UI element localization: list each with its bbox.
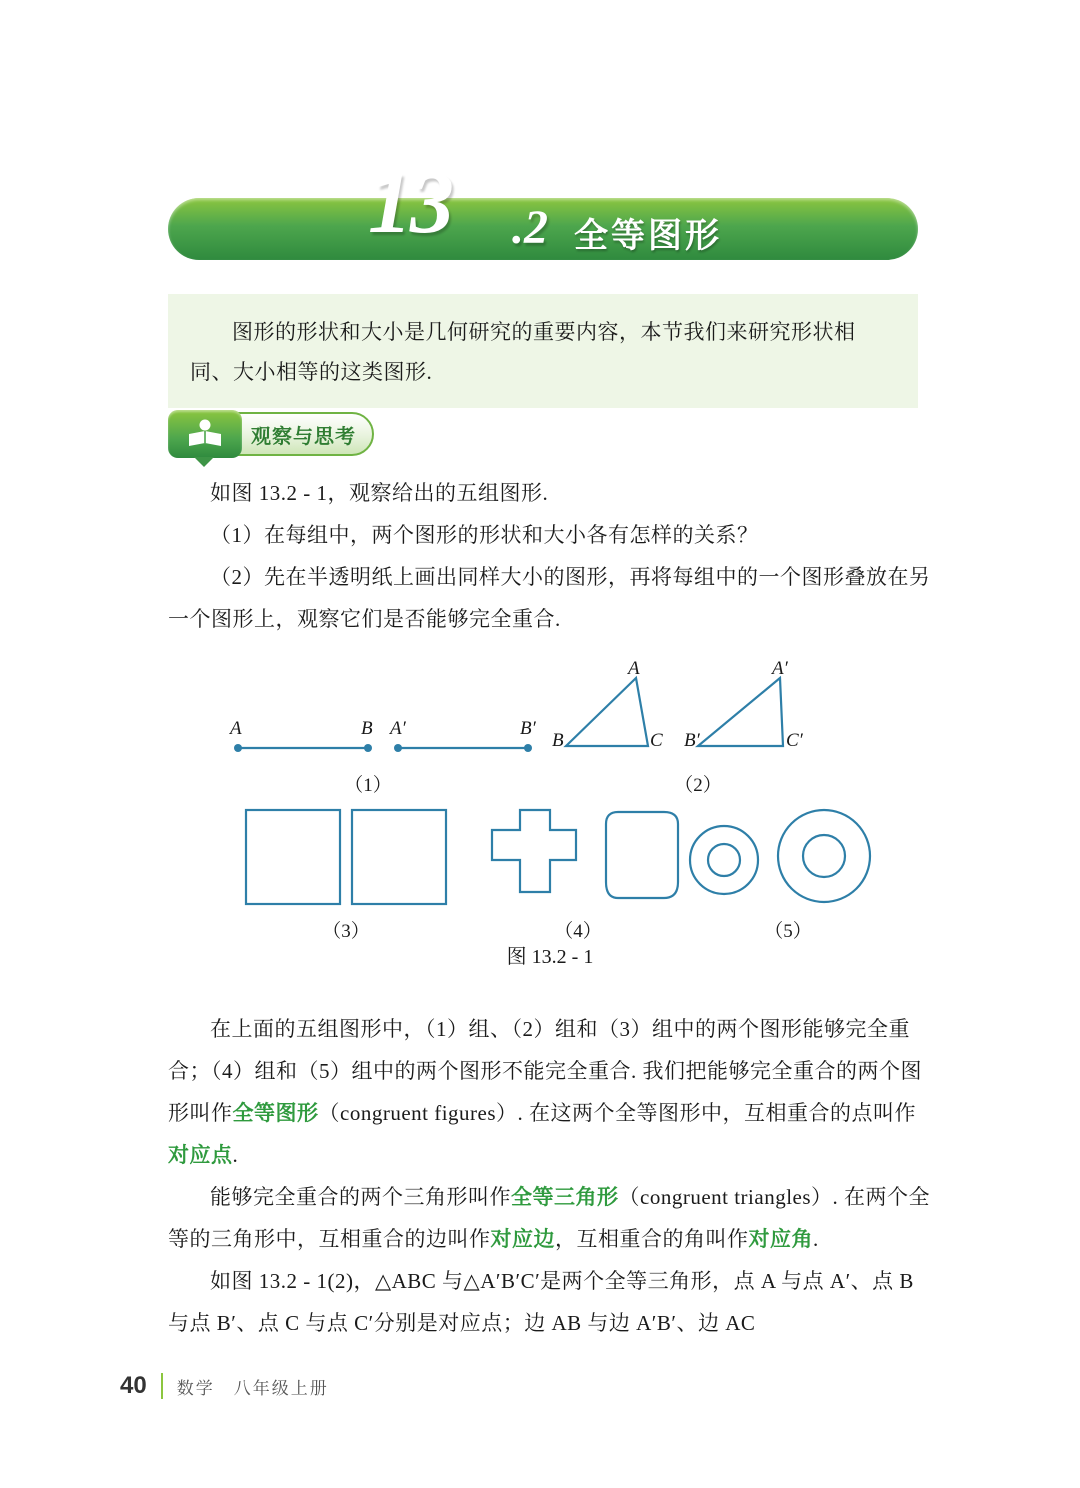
intro-text: 图形的形状和大小是几何研究的重要内容，本节我们来研究形状相同、大小相等的这类图形. [190, 320, 856, 384]
definition-block [168, 1008, 932, 1344]
p2-part-c: ，互相重合的角叫作 [555, 1227, 749, 1251]
question-line-2: （2）先在半透明纸上画出同样大小的图形，再将每组中的一个图形叠放在另一个图形上，观察它们是否能够完全重合. [168, 565, 931, 631]
paragraph-congruent-figures [168, 1008, 932, 1176]
figure-label-Ap2: A′ [772, 658, 788, 679]
question-line-0: 如图 13.2 - 1，观察给出的五组图形. [210, 481, 549, 505]
figure-label-A: A [230, 718, 242, 739]
figure-label-Bp2: B′ [684, 730, 700, 751]
observe-think-label: 观察与思考 [251, 425, 356, 448]
page-number: 40 [120, 1372, 147, 1399]
figure-label-B2: B [552, 730, 564, 751]
chapter-number: 13 [368, 155, 452, 252]
observe-question-block [168, 472, 932, 640]
banner-inner [168, 155, 918, 260]
term-corresponding-sides: 对应边 [490, 1227, 555, 1251]
term-congruent-triangles: 全等三角形 [511, 1185, 619, 1209]
term-corresponding-angles: 对应角 [748, 1227, 813, 1251]
p1-part-a: 在上面的五组图形中，（1）组、（2）组和（3）组中的两个图形能够完全重合；（4）组和（5）组中的两个图形不能完全重合. 我们把能够完全重合的两个图形叫作 [168, 1017, 922, 1125]
figure-label-C2: C [650, 730, 663, 751]
observe-think-tab [168, 412, 374, 456]
figure-caption-3: （3） [322, 921, 370, 942]
book-reader-icon [168, 410, 242, 458]
footer-divider [161, 1373, 163, 1399]
term-corresponding-points: 对应点 [168, 1143, 233, 1167]
question-line-1: （1）在每组中，两个图形的形状和大小各有怎样的关系？ [210, 523, 759, 547]
figure-group-5-graphic [676, 806, 876, 916]
figure-group-2-graphic [558, 660, 858, 770]
section-title: 全等图形 [574, 217, 722, 255]
figure-caption-4: （4） [554, 921, 602, 942]
chapter-subnumber: .2 [512, 201, 548, 254]
p2-part-b: （congruent triangles）. 在两个全等的三角形中，互相重合的边叫作 [168, 1185, 931, 1251]
figure-group-3-graphic [242, 806, 452, 916]
paragraph-example-triangles: 如图 13.2 - 1(2)，△ABC 与△A′B′C′是两个全等三角形，点 A 与点 A′、点 B 与点 B′、点 C 与点 C′分别是对应点；边 AB 与边 A′B′、边 AC [168, 1269, 914, 1335]
figure-label-Cp2: C′ [786, 730, 803, 751]
figure-label-Bp: B′ [520, 718, 536, 739]
book-reader-glyph [185, 418, 225, 450]
page-footer [120, 1372, 329, 1400]
p2-part-a: 能够完全重合的两个三角形叫作 [210, 1185, 511, 1209]
figure-label-A2: A [628, 658, 640, 679]
intro-box [168, 294, 918, 408]
figure-main-caption: 图 13.2 - 1 [506, 946, 594, 968]
figure-caption-1: （1） [344, 775, 392, 796]
p1-part-b: （congruent figures）. 在这两个全等图形中，互相重合的点叫作 [318, 1101, 917, 1125]
p2-part-d: . [813, 1227, 819, 1251]
p1-part-c: . [232, 1143, 239, 1167]
figure-label-B: B [361, 718, 373, 739]
paragraph-congruent-triangles [168, 1176, 932, 1260]
figure-label-Ap: A′ [390, 718, 406, 739]
figure-caption-2: （2） [674, 775, 722, 796]
figure-caption-5: （5） [764, 921, 812, 942]
figure-group-4-graphic [466, 806, 686, 916]
term-congruent-figures: 全等图形 [232, 1101, 319, 1125]
footer-book-title: 数学 八年级上册 [176, 1378, 329, 1398]
section-banner [168, 155, 918, 260]
figure-13-2-1 [168, 640, 932, 980]
